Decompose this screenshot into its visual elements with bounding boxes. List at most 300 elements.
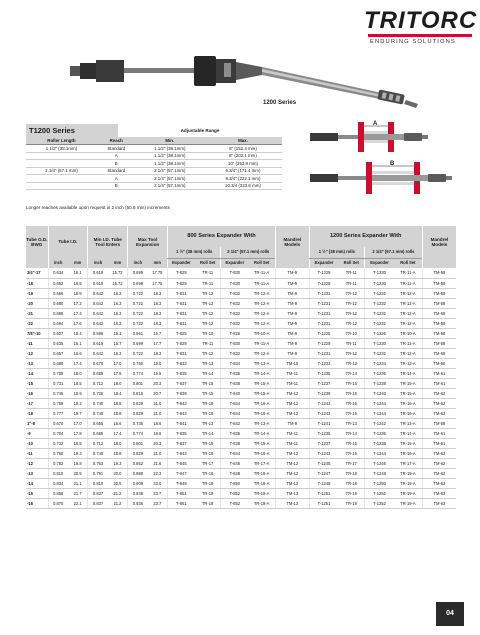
table-cell: 0.619 [88,268,108,278]
roller-cell: B [97,182,136,190]
table-cell: TR-16 [195,448,221,458]
table-cell: TR-12 [338,298,364,308]
table-cell: TM-12 [276,448,310,458]
roller-col-max: Max. [204,137,282,145]
table-cell: TR-12-A [248,298,275,308]
table-cell: TR-16-A [248,398,275,408]
table-cell: T-831 [168,318,195,328]
roller-cell: 2.1/4" (57.1mm) [136,175,204,183]
table-row [26,378,456,388]
table-cell: 19.0 [148,358,168,368]
table-cell: TM-9 [276,268,310,278]
table-cell: TR-15 [338,438,364,448]
table-cell: TM-10 [276,358,310,368]
reach-diagram [300,118,460,200]
table-cell: TR-15 [338,378,364,388]
table-cell: 0.810 [48,468,68,478]
table-cell: TR-19-A [248,488,275,498]
unit-inch: inch [88,258,108,268]
tube-size-cell: -11 [26,448,48,458]
table-cell: 0.642 [88,298,108,308]
tube-size-cell: 3/4"-17 [26,268,48,278]
roller-series-title: T1200 Series [26,124,118,137]
table-row [26,458,456,468]
table-cell: TR-18-A [394,468,422,478]
table-cell: 18.0 [68,368,88,378]
table-cell: TR-14 [195,428,221,438]
table-cell: TR-10-A [394,328,422,338]
table-row [26,478,456,488]
table-cell: 0.801 [128,438,148,448]
table-cell: TR-12 [338,288,364,298]
table-cell: 0.829 [128,448,148,458]
logo-accent-bar [368,34,472,37]
table-cell: TM-12 [276,398,310,408]
table-cell: TR-15 [338,388,364,398]
table-cell: 0.596 [88,328,108,338]
table-cell: TR-11-A [248,268,275,278]
table-cell: 0.635 [48,338,68,348]
tube-size-cell: -12 [26,458,48,468]
table-cell: T-1244 [365,408,394,418]
table-cell: T-1252 [365,498,394,508]
tube-size-cell: -11 [26,338,48,348]
table-cell: 23.7 [148,488,168,498]
table-cell: 18.8 [108,448,128,458]
tube-size-cell: -15 [26,488,48,498]
table-cell: TM-9 [276,278,310,288]
roller-length-table-block [26,124,282,190]
tube-size-cell: -15 [26,378,48,388]
table-cell: 0.829 [128,398,148,408]
table-cell: 0.712 [88,378,108,388]
table-cell: T-1252 [365,488,394,498]
roller-col-length: Roller Length [26,137,97,145]
table-cell: TR-12 [195,288,221,298]
table-cell: TM-11 [276,378,310,388]
tube-size-cell: -20 [26,298,48,308]
table-cell: 0.731 [48,378,68,388]
table-cell: TM-59 [422,338,456,348]
table-cell: 0.694 [48,318,68,328]
table-cell: T-844 [221,398,248,408]
table-cell: 16.5 [68,278,88,288]
table-cell: TR-10 [195,328,221,338]
table-cell: 18.6 [148,418,168,428]
table-cell: 18.4 [108,388,128,398]
roller-cell: 8.3/4" (222.1 mm) [204,175,282,183]
unit-mm: mm [148,258,168,268]
table-cell: TM-8 [276,328,310,338]
table-cell: TM-9 [276,308,310,318]
table-cell: TR-16-A [394,408,422,418]
table-cell: 17.5 [108,368,128,378]
table-cell: 20.5 [108,478,128,488]
table-cell: TM-11 [276,368,310,378]
table-cell: 17.2 [68,298,88,308]
roller-col-min: Min. [136,137,204,145]
table-cell: T-1240 [365,388,394,398]
table-cell: TR-16 [338,398,364,408]
table-cell: TM-61 [422,438,456,448]
roller-table-head [26,124,282,137]
roller-cell: 2.1/4" (57.1mm) [136,182,204,190]
table-cell: 0.680 [48,298,68,308]
unit-blank [26,258,48,268]
table-cell: TR-14-A [248,428,275,438]
roller-cell: 8" (203.1 mm) [204,152,282,160]
roller-col-reach: Reach [97,137,136,145]
table-cell: TM-58 [422,328,456,338]
table-cell: TM-62 [422,448,456,458]
tube-size-cell: 7/8"-10 [26,328,48,338]
roller-cell: 1.1/2" (38.1mm) [136,160,204,168]
table-cell: 23.7 [148,498,168,508]
table-cell: 16.3 [108,298,128,308]
table-cell: 0.655 [88,418,108,428]
table-cell: T-826 [221,328,248,338]
table-cell: T-1232 [365,288,394,298]
table-cell: TM-12 [276,468,310,478]
table-cell: TR-18 [338,478,364,488]
table-cell: 18.5 [68,378,88,388]
tritorc-logo [364,6,478,50]
table-cell: T-846 [221,458,248,468]
table-cell: 19.8 [68,458,88,468]
table-cell: TM-13 [276,488,310,498]
table-cell: T-1238 [365,378,394,388]
table-cell: T-1235 [309,368,338,378]
table-cell: T-834 [221,358,248,368]
table-cell: T-1229 [309,278,338,288]
table-cell: T-830 [221,278,248,288]
table-cell: 0.685 [88,368,108,378]
tube-size-cell: -13 [26,358,48,368]
table-cell: 20.3 [148,438,168,448]
expander-model-label: Expander [309,258,338,268]
table-cell: 18.3 [148,298,168,308]
table-cell: 0.699 [128,338,148,348]
table-cell: T-831 [168,348,195,358]
table-cell: 16.6 [108,418,128,428]
tube-size-cell: 1"-8 [26,418,48,428]
table-cell: 0.810 [88,478,108,488]
roller-cell [26,175,97,183]
roller-cell: A [97,175,136,183]
table-cell: 0.759 [48,398,68,408]
tube-size-cell: -14 [26,478,48,488]
table-cell: 17.75 [148,268,168,278]
table-cell: TR-13 [195,358,221,368]
table-cell: TR-11-A [248,338,275,348]
rollset-model-label: Roll Set [248,258,275,268]
roller-row [26,175,282,183]
table-cell: 15.72 [108,278,128,288]
table-cell: TR-16-A [248,408,275,418]
table-cell: TR-12 [195,348,221,358]
table-cell: TM-59 [422,268,456,278]
table-row [26,358,456,368]
table-cell: TM-59 [422,318,456,328]
table-cell: T-1243 [309,408,338,418]
roller-cell: A [97,152,136,160]
table-cell: 16.7 [148,328,168,338]
table-cell: 0.722 [128,348,148,358]
table-row [26,418,456,428]
mandrel-model-label [422,258,456,268]
table-cell: TR-11-A [394,278,422,288]
table-cell: TR-18-A [248,478,275,488]
table-cell: TM-12 [276,458,310,468]
table-cell: T-1248 [365,468,394,478]
table-cell: T-831 [168,298,195,308]
table-cell: 21.2 [108,498,128,508]
table-cell: T-1232 [365,348,394,358]
table-cell: 0.699 [128,268,148,278]
table-cell: TR-15 [195,438,221,448]
table-cell: 18.8 [108,398,128,408]
table-cell: TR-15-A [248,438,275,448]
table-cell: TR-15-A [248,378,275,388]
table-cell: 18.3 [148,308,168,318]
table-row [26,368,456,378]
table-cell: 18.3 [148,288,168,298]
table-cell: 16.1 [68,268,88,278]
table-cell: 0.870 [48,498,68,508]
table-cell: T-1239 [309,388,338,398]
table-cell: TM-59 [422,348,456,358]
table-cell: TM-59 [422,298,456,308]
table-cell: TR-12-A [394,298,422,308]
table-cell: TR-17-A [394,458,422,468]
table-cell: 0.829 [128,408,148,418]
rollset-model-label: Roll Set [338,258,364,268]
table-cell: T-841 [168,418,195,428]
roller-cell: 1.1/2" (38.1mm) [26,145,97,153]
table-cell: 0.880 [128,468,148,478]
table-cell: T-829 [168,338,195,348]
table-cell: 18.3 [148,348,168,358]
table-cell: TR-13 [338,358,364,368]
table-cell: TR-14 [195,368,221,378]
table-cell: TR-16-A [248,448,275,458]
table-cell: TM-61 [422,428,456,438]
table-cell: TR-12 [338,348,364,358]
table-cell: TR-19 [338,498,364,508]
table-cell: 0.686 [48,308,68,318]
table-cell: 0.726 [88,388,108,398]
roller-cell: 6" (152.4 mm) [204,145,282,153]
table-cell: TR-13-A [248,418,275,428]
table-cell: T-832 [221,308,248,318]
table-cell: 0.837 [88,488,108,498]
table-cell: T-831 [168,288,195,298]
table-row [26,468,456,478]
table-cell: 16.3 [108,318,128,328]
table-cell: 16.6 [68,348,88,358]
table-cell: TM-9 [276,318,310,328]
table-cell: TM-61 [422,378,456,388]
table-cell: 0.936 [128,488,148,498]
table-cell: 0.722 [128,318,148,328]
table-cell: T-1251 [309,498,338,508]
table-cell: TM-60 [422,358,456,368]
table-cell: 19.3 [68,448,88,458]
table-cell: TR-16 [195,398,221,408]
tube-size-cell: -19 [26,288,48,298]
table-cell: 0.685 [88,428,108,438]
table-cell: 15.4 [68,328,88,338]
table-cell: 0.642 [88,308,108,318]
table-cell: TR-12-A [248,348,275,358]
roller-cell: Standard [97,145,136,153]
roll-size-1200-a: 1 ½" (38 mm) rolls [309,247,365,258]
table-cell: TR-12 [195,318,221,328]
table-cell: 0.791 [88,468,108,478]
table-cell: 21.0 [148,398,168,408]
table-cell: TR-18-A [248,468,275,478]
table-cell: 15.7 [108,338,128,348]
table-cell: TR-15-A [248,388,275,398]
table-cell: 15.1 [108,328,128,338]
table-cell: 0.750 [128,358,148,368]
table-cell: 21.1 [68,478,88,488]
table-cell: T-847 [168,468,195,478]
table-cell: T-832 [221,318,248,328]
table-cell: T-1232 [365,308,394,318]
table-cell: TR-19 [195,488,221,498]
table-row [26,318,456,328]
table-cell: T-843 [168,408,195,418]
table-cell: TR-12-A [248,308,275,318]
table-cell: TM-63 [422,498,456,508]
table-cell: 20.3 [148,378,168,388]
table-cell: 18.9 [68,388,88,398]
table-cell: T-1233 [309,358,338,368]
table-cell: TM-63 [422,478,456,488]
table-cell: 18.0 [108,438,128,448]
roller-row [26,167,282,175]
tube-size-cell: -10 [26,438,48,448]
roller-row [26,160,282,168]
table-cell: T-830 [221,338,248,348]
rollset-model-label: Roll Set [394,258,422,268]
roller-cell: 1.1/2" (38.1mm) [136,145,204,153]
table-cell: TM-9 [276,288,310,298]
tube-size-cell: -21 [26,308,48,318]
table-cell: T-1231 [309,308,338,318]
table-cell: 17.0 [108,358,128,368]
table-cell: 21.7 [68,488,88,498]
col-max-expansion: Max Tool Expansion [128,226,168,258]
table-cell: 19.3 [108,458,128,468]
table-cell: T-1232 [365,318,394,328]
table-cell: TM-12 [276,388,310,398]
table-cell: TR-15-A [394,438,422,448]
table-row [26,498,456,508]
table-cell: 23.0 [148,478,168,488]
col-tube-od: Tube O.D. BWG [26,226,48,258]
table-row [26,398,456,408]
table-cell: 0.670 [88,358,108,368]
table-cell: TR-12-A [394,308,422,318]
table-cell: 0.709 [48,368,68,378]
table-cell: T-844 [221,408,248,418]
table-cell: T-829 [168,278,195,288]
table-cell: 0.774 [128,368,148,378]
unit-mm: mm [68,258,88,268]
table-cell: T-1244 [365,448,394,458]
table-cell: 0.735 [128,418,148,428]
table-cell: TR-19 [195,498,221,508]
expander-model-label: Expander [365,258,394,268]
rollset-model-label: Roll Set [195,258,221,268]
table-cell: T-851 [168,488,195,498]
expander-model-label: Expander [168,258,195,268]
roller-cell: 2.1/4" (57.1mm) [136,167,204,175]
table-cell: TR-18-A [394,478,422,488]
table-cell: TM-63 [422,488,456,498]
table-cell: T-1229 [309,338,338,348]
group-800-series: 800 Series Expander With [168,226,276,247]
table-cell: TM-59 [422,278,456,288]
table-cell: 0.652 [48,278,68,288]
table-cell: 19.7 [68,408,88,418]
table-cell: TR-19-A [248,498,275,508]
roller-row [26,145,282,153]
table-cell: T-831 [168,308,195,318]
table-cell: TM-62 [422,458,456,468]
table-cell: TR-11-A [394,338,422,348]
table-cell: T-1231 [309,348,338,358]
table-cell: 19.6 [148,428,168,438]
table-row [26,308,456,318]
table-cell: 20.7 [148,388,168,398]
tube-size-cell: -18 [26,278,48,288]
table-cell: T-1244 [365,398,394,408]
table-cell: TR-12-A [248,288,275,298]
table-cell: 18.0 [108,378,128,388]
roller-cell: 1.1/2" (38.1mm) [136,152,204,160]
table-cell: TR-14 [338,368,364,378]
table-cell: T-1235 [309,428,338,438]
table-row [26,428,456,438]
table-cell: 18.3 [148,318,168,328]
table-cell: T-1237 [309,378,338,388]
table-cell: 0.607 [48,328,68,338]
table-cell: T-835 [168,428,195,438]
table-row [26,328,456,338]
table-cell: 0.670 [48,418,68,428]
table-row [26,338,456,348]
table-cell: TR-17 [338,458,364,468]
table-cell: TR-15-A [394,388,422,398]
table-cell: 19.6 [148,368,168,378]
logo-tagline: ENDURING SOLUTIONS [370,39,456,45]
table-cell: 22.1 [68,498,88,508]
table-cell: T-842 [221,418,248,428]
table-cell: 0.619 [88,338,108,348]
table-cell: T-848 [221,468,248,478]
table-cell: 0.801 [128,378,148,388]
table-cell: 0.722 [128,308,148,318]
table-cell: TR-12 [195,298,221,308]
table-cell: T-1225 [309,328,338,338]
table-cell: TR-17-A [248,458,275,468]
table-cell: TR-18 [195,478,221,488]
table-cell: 17.4 [68,308,88,318]
table-cell: T-837 [168,378,195,388]
